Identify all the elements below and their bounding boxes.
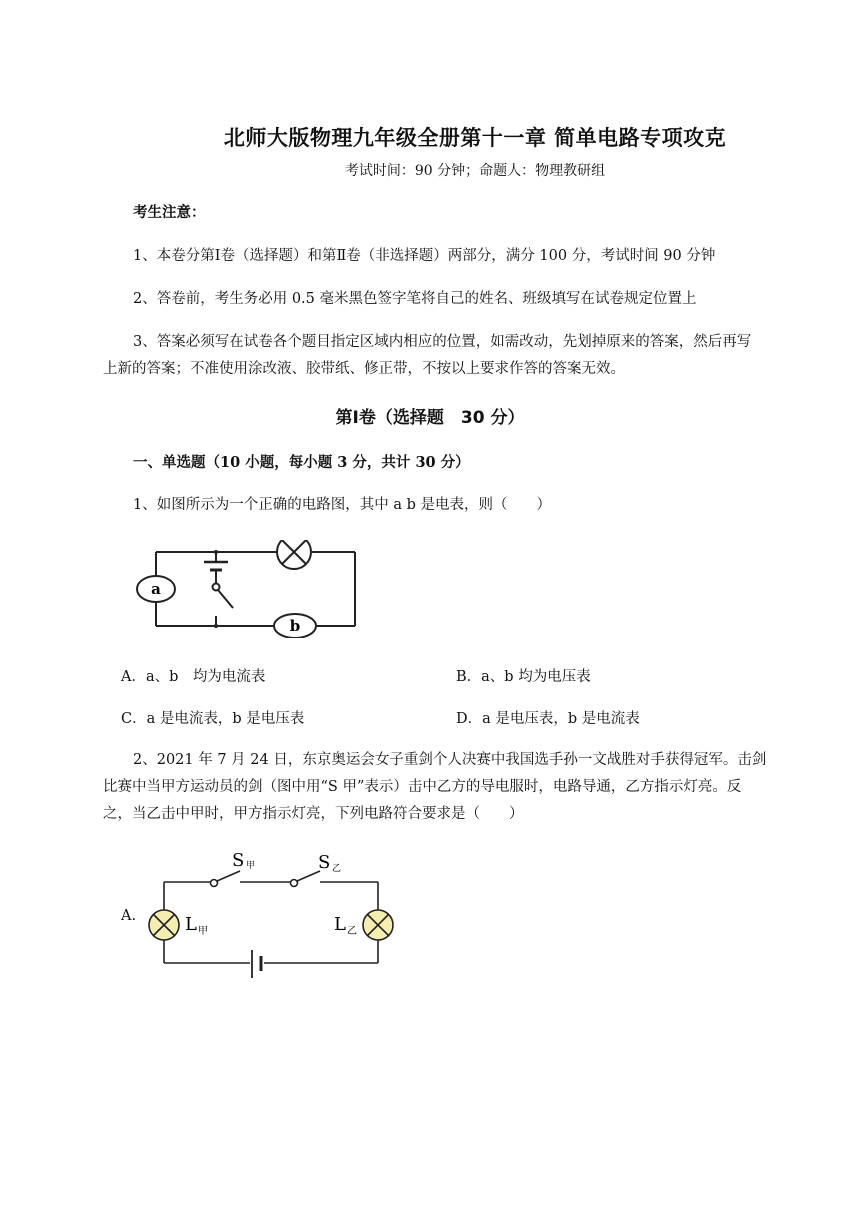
exam-subtitle: 考试时间：90 分钟；命题人：物理教研组: [344, 163, 606, 179]
switch-pivot: [213, 584, 220, 591]
lamp-circle: [277, 540, 311, 569]
q2-option-a-label: A.: [121, 908, 137, 924]
notice-item-3-cont: 上新的答案；不准使用涂改液、胶带纸、修正带，不按以上要求作答的答案无效。: [103, 361, 625, 377]
q2-stem-line-2: 比赛中当甲方运动员的剑（图中用“S 甲”表示）击中乙方的导电服时，电路导通，乙方指示灯亮。反: [103, 779, 742, 795]
part-heading: 一、单选题（10 小题，每小题 3 分，共计 30 分）: [133, 454, 470, 471]
q1-circuit-diagram: [132, 540, 362, 638]
label-s-jia-sub: 甲: [246, 861, 256, 871]
q1-option-b: B．a、b 均为电压表: [456, 669, 591, 685]
meter-a-label: a: [151, 580, 161, 598]
q1-stem: 1、如图所示为一个正确的电路图，其中 a b 是电表，则（ ）: [133, 497, 551, 513]
notice-heading: 考生注意：: [133, 204, 206, 221]
label-l-yi-sub: 乙: [347, 926, 357, 937]
label-s-jia: S: [232, 850, 245, 871]
notice-item-1: 1、本卷分第Ⅰ卷（选择题）和第Ⅱ卷（非选择题）两部分，满分 100 分，考试时间 90 分钟: [133, 248, 716, 264]
label-l-jia-sub: 甲: [198, 926, 208, 937]
label-l-jia: L: [185, 914, 197, 935]
meter-b-label: b: [289, 617, 301, 635]
q2-stem-line-1: 2、2021 年 7 月 24 日，东京奥运会女子重剑个人决赛中我国选手孙一文战胜对手获得冠军。击剑: [133, 752, 767, 768]
switch-jia-blade: [217, 871, 240, 881]
switch-yi-blade: [297, 871, 320, 881]
label-l-yi: L: [334, 914, 346, 935]
notice-item-2: 2、答卷前，考生务必用 0.5 毫米黑色签字笔将自己的姓名、班级填写在试卷规定位置上: [133, 291, 697, 307]
switch-yi-pivot: [291, 880, 298, 887]
page-title: 北师大版物理九年级全册第十一章 简单电路专项攻克: [223, 126, 727, 150]
q2-stem-line-3: 之，当乙击中甲时，甲方指示灯亮，下列电路符合要求是（ ）: [103, 806, 524, 822]
switch-jia-pivot: [211, 880, 218, 887]
switch-blade: [218, 590, 233, 608]
label-s-yi: S: [318, 852, 331, 873]
q1-option-c: C．a 是电流表，b 是电压表: [121, 711, 305, 727]
notice-item-3: 3、答案必须写在试卷各个题目指定区域内相应的位置，如需改动，先划掉原来的答案，然后再写: [133, 334, 752, 350]
section-title: 第Ⅰ卷（选择题 30 分）: [335, 408, 525, 428]
label-s-yi-sub: 乙: [332, 864, 342, 874]
q1-option-d: D．a 是电压表，b 是电流表: [456, 711, 640, 727]
q1-option-a: A．a、b 均为电流表: [121, 669, 266, 685]
q2-option-a-circuit: [140, 846, 400, 982]
